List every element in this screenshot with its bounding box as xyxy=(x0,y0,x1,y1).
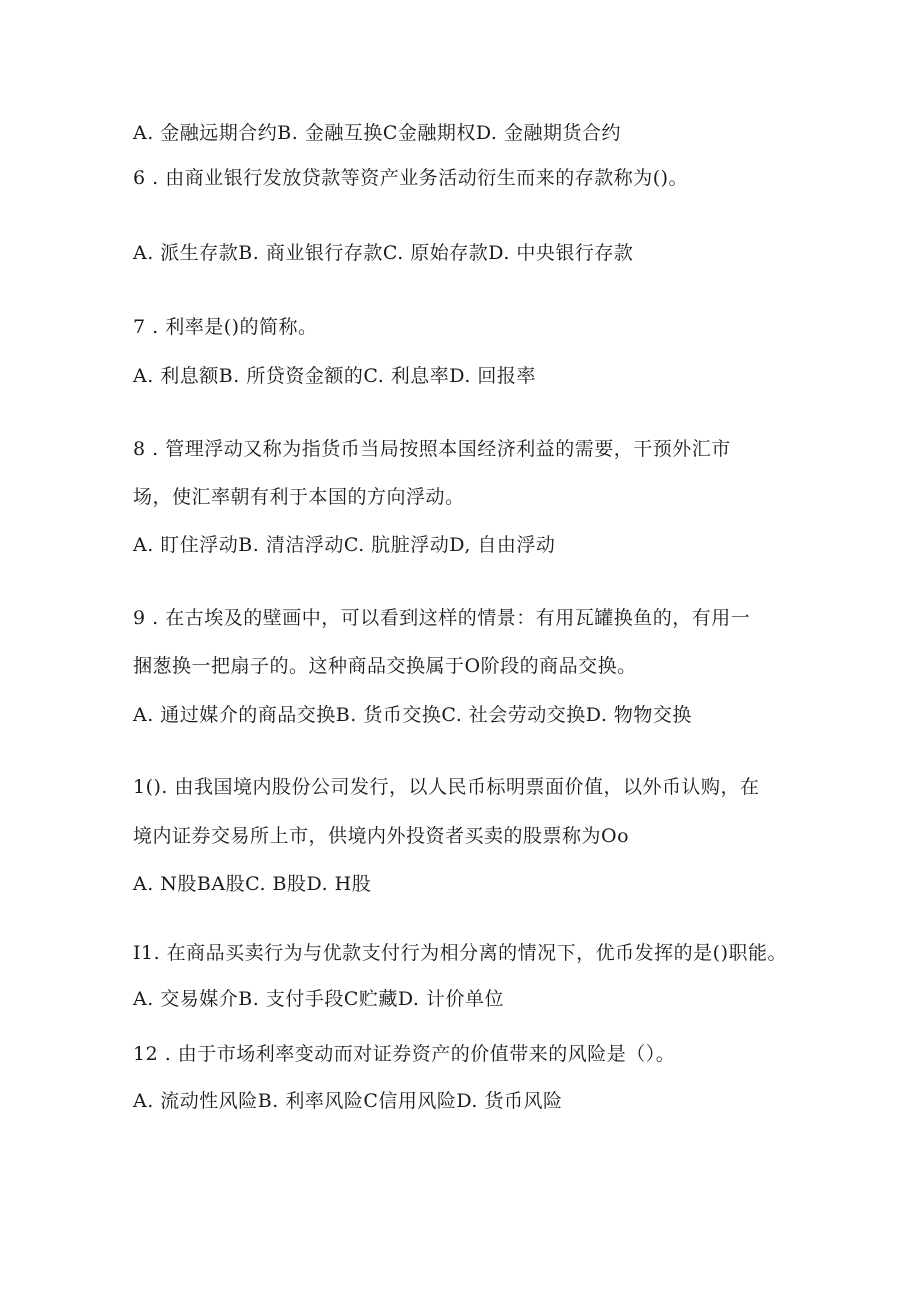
q9-question-line1: 9 . 在古埃及的壁画中，可以看到这样的情景：有用瓦罐换鱼的，有用一 xyxy=(133,607,751,629)
q9-options: A. 通过媒介的商品交换B. 货币交换C. 社会劳动交换D. 物物交换 xyxy=(133,704,692,726)
q9-question-line2: 捆葱换一把扇子的。这种商品交换属于O阶段的商品交换。 xyxy=(133,655,637,677)
q7-options: A. 利息额B. 所贷资金额的C. 利息率D. 回报率 xyxy=(133,365,536,387)
q10-question-line2: 境内证券交易所上市，供境内外投资者买卖的股票称为Oo xyxy=(133,825,630,847)
q6-question: 6 . 由商业银行发放贷款等资产业务活动衍生而来的存款称为()。 xyxy=(133,167,689,189)
q12-question: 12 . 由于市场利率变动而对证券资产的价值带来的风险是（）。 xyxy=(133,1043,676,1065)
q12-options: A. 流动性风险B. 利率风险C信用风险D. 货币风险 xyxy=(133,1090,563,1112)
q10-options: A. N股BA股C. B股D. H股 xyxy=(133,873,372,895)
q6-options: A. 派生存款B. 商业银行存款C. 原始存款D. 中央银行存款 xyxy=(133,242,634,264)
q10-question-line1: 1(). 由我国境内股份公司发行，以人民币标明票面价值，以外币认购，在 xyxy=(133,776,760,798)
q5-options: A. 金融远期合约B. 金融互换C金融期权D. 金融期货合约 xyxy=(133,122,622,144)
q11-question: I1. 在商品买卖行为与优款支付行为相分离的情况下，优币发挥的是()职能。 xyxy=(133,942,787,964)
q8-question-line2: 场，使汇率朝有利于本国的方向浮动。 xyxy=(133,486,465,508)
q11-options: A. 交易媒介B. 支付手段C贮藏D. 计价单位 xyxy=(133,988,505,1010)
q8-question-line1: 8 . 管理浮动又称为指货币当局按照本国经济利益的需要，干预外汇市 xyxy=(133,438,731,460)
q7-question: 7 . 利率是()的简称。 xyxy=(133,316,318,338)
q8-options: A. 盯住浮动B. 清洁浮动C. 肮脏浮动D, 自由浮动 xyxy=(133,534,556,556)
